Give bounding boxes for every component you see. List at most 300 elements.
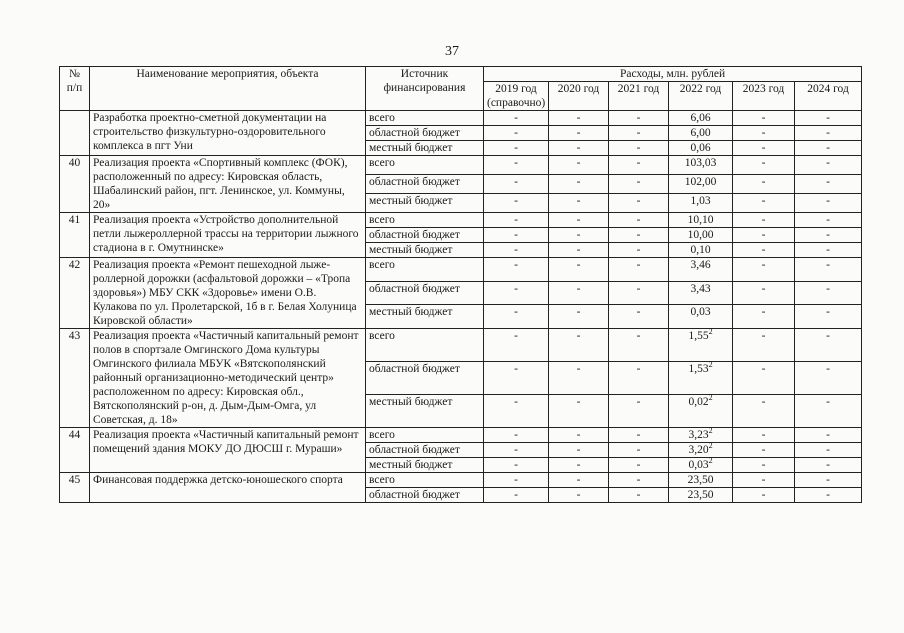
- header-year: [549, 82, 609, 111]
- header-year: [733, 82, 795, 111]
- event-name: Реализация проекта «Частичный капитальный ремонт помещений здания МОКУ ДО ДЮСШ г. Мураши»: [90, 428, 366, 473]
- expense-amount: -: [576, 282, 581, 295]
- expense-value: [669, 111, 733, 126]
- expense-value: [733, 473, 795, 488]
- expense-amount: -: [636, 259, 641, 271]
- expense-amount: -: [636, 429, 641, 441]
- expense-value: [669, 443, 733, 458]
- expense-value: [549, 428, 609, 443]
- expense-amount: -: [514, 396, 518, 408]
- expense-amount: -: [514, 489, 518, 501]
- expense-amount: -: [576, 306, 581, 319]
- expense-amount: -: [761, 396, 766, 408]
- expense-value: [733, 258, 795, 282]
- header-num-text: № п/п: [66, 68, 83, 94]
- expense-value: [484, 141, 549, 156]
- expense-value: [609, 213, 669, 228]
- expense-value: [795, 281, 862, 305]
- expense-value: [669, 305, 733, 329]
- expense-amount: -: [514, 429, 518, 441]
- expense-amount: -: [636, 244, 641, 256]
- expense-amount: -: [576, 176, 581, 188]
- expense-value: [733, 213, 795, 228]
- expense-value: [733, 141, 795, 156]
- expense-value: [609, 395, 669, 428]
- expense-amount: -: [576, 489, 581, 501]
- expense-value: [484, 362, 549, 395]
- expense-value: [795, 458, 862, 473]
- expense-amount: -: [826, 127, 830, 139]
- expense-value: [609, 428, 669, 443]
- expense-value: [609, 141, 669, 156]
- expense-value: [795, 473, 862, 488]
- expense-amount: -: [576, 363, 581, 375]
- header-year-text: 2021 год: [617, 83, 660, 95]
- expense-amount: -: [576, 444, 581, 456]
- expense-value: [484, 305, 549, 329]
- table-row: [60, 428, 862, 443]
- footnote-mark: 2: [708, 327, 713, 337]
- header-year: [484, 82, 549, 111]
- expense-value: [795, 329, 862, 362]
- expense-amount: -: [761, 330, 766, 342]
- expense-amount: -: [636, 214, 641, 226]
- expense-value: [549, 141, 609, 156]
- header-source: [366, 67, 484, 111]
- expense-amount: -: [761, 459, 766, 471]
- expense-amount: -: [761, 142, 766, 154]
- expense-amount: 3,20: [688, 444, 709, 456]
- expense-value: [669, 428, 733, 443]
- expense-amount: -: [826, 429, 830, 441]
- expense-amount: -: [826, 112, 830, 124]
- expense-value: [733, 488, 795, 503]
- expense-value: [669, 126, 733, 141]
- expense-value: [549, 362, 609, 395]
- expense-value: [795, 305, 862, 329]
- expense-value: [549, 488, 609, 503]
- expense-amount: -: [576, 474, 581, 486]
- expense-amount: -: [514, 282, 518, 295]
- expense-value: [795, 111, 862, 126]
- expense-value: [549, 228, 609, 243]
- expense-value: [484, 443, 549, 458]
- expense-amount: 0,03: [688, 459, 709, 471]
- expense-amount: 0,10: [690, 244, 711, 256]
- footnote-mark: 2: [708, 441, 713, 451]
- funding-source: местный бюджет: [366, 395, 484, 428]
- expense-amount: 0,06: [690, 142, 711, 154]
- expense-amount: -: [761, 195, 766, 207]
- expense-value: [609, 443, 669, 458]
- expense-amount: -: [514, 127, 518, 139]
- expense-value: [549, 243, 609, 258]
- expense-amount: -: [761, 306, 766, 319]
- expense-value: [733, 281, 795, 305]
- expense-amount: -: [636, 396, 641, 408]
- budget-table: [59, 66, 862, 503]
- expense-value: [733, 175, 795, 194]
- expense-value: [484, 194, 549, 213]
- expense-amount: 6,06: [690, 112, 711, 124]
- expense-value: [609, 126, 669, 141]
- expense-value: [549, 305, 609, 329]
- expense-value: [669, 228, 733, 243]
- expense-value: [669, 258, 733, 282]
- funding-source: местный бюджет: [366, 194, 484, 213]
- expense-value: [669, 281, 733, 305]
- expense-value: [549, 213, 609, 228]
- expense-value: [733, 305, 795, 329]
- expense-value: [609, 258, 669, 282]
- expense-amount: -: [514, 330, 518, 342]
- row-number: 40: [60, 156, 90, 213]
- expense-amount: -: [826, 229, 830, 241]
- expense-value: [549, 458, 609, 473]
- expense-value: [669, 175, 733, 194]
- expense-value: [484, 473, 549, 488]
- expense-value: [733, 458, 795, 473]
- expense-amount: 3,46: [690, 259, 711, 271]
- expense-amount: -: [636, 363, 641, 375]
- expense-value: [733, 228, 795, 243]
- row-number: 42: [60, 258, 90, 329]
- expense-amount: -: [576, 214, 581, 226]
- expense-amount: 3,43: [690, 282, 711, 295]
- header-year: [795, 82, 862, 111]
- expense-value: [484, 156, 549, 175]
- expense-amount: -: [636, 474, 641, 486]
- expense-value: [733, 443, 795, 458]
- expense-amount: -: [761, 176, 766, 188]
- page-number: 37: [445, 44, 459, 59]
- expense-value: [609, 281, 669, 305]
- expense-amount: -: [826, 474, 830, 486]
- expense-amount: -: [826, 459, 830, 471]
- expense-amount: -: [514, 244, 518, 256]
- expense-value: [733, 329, 795, 362]
- expense-value: [549, 329, 609, 362]
- expense-amount: 102,00: [684, 176, 717, 188]
- expense-amount: -: [761, 363, 766, 375]
- expense-value: [795, 395, 862, 428]
- expense-value: [733, 126, 795, 141]
- row-number: 43: [60, 329, 90, 428]
- expense-amount: -: [636, 127, 641, 139]
- footnote-mark: 2: [708, 360, 713, 370]
- expense-amount: 3,23: [688, 429, 709, 441]
- expense-amount: -: [576, 195, 581, 207]
- expense-value: [795, 213, 862, 228]
- expense-value: [549, 281, 609, 305]
- funding-source: областной бюджет: [366, 488, 484, 503]
- expense-amount: -: [826, 214, 830, 226]
- funding-source: местный бюджет: [366, 305, 484, 329]
- expense-amount: -: [576, 112, 581, 124]
- expense-value: [484, 395, 549, 428]
- expense-amount: -: [636, 444, 641, 456]
- expense-value: [484, 228, 549, 243]
- expense-value: [484, 243, 549, 258]
- expense-amount: 6,00: [690, 127, 711, 139]
- expense-value: [609, 228, 669, 243]
- expense-value: [733, 111, 795, 126]
- funding-source: областной бюджет: [366, 126, 484, 141]
- header-name: [90, 67, 366, 111]
- expense-value: [549, 473, 609, 488]
- expense-value: [549, 175, 609, 194]
- expense-value: [795, 126, 862, 141]
- expense-amount: -: [761, 429, 766, 441]
- expense-value: [795, 243, 862, 258]
- expense-amount: -: [576, 157, 581, 169]
- expense-value: [484, 488, 549, 503]
- funding-source: всего: [366, 156, 484, 175]
- funding-source: местный бюджет: [366, 243, 484, 258]
- expense-amount: -: [761, 244, 766, 256]
- expense-value: [669, 243, 733, 258]
- expense-value: [733, 194, 795, 213]
- expense-value: [484, 213, 549, 228]
- expense-amount: -: [514, 176, 518, 188]
- expense-amount: -: [576, 429, 581, 441]
- expense-amount: -: [514, 459, 518, 471]
- funding-source: областной бюджет: [366, 443, 484, 458]
- expense-amount: -: [826, 306, 830, 319]
- expense-value: [484, 329, 549, 362]
- expense-amount: -: [636, 282, 641, 295]
- header-num: [60, 67, 90, 111]
- footnote-mark: 2: [708, 456, 713, 466]
- expense-value: [669, 473, 733, 488]
- expense-value: [795, 156, 862, 175]
- expense-amount: -: [514, 259, 518, 271]
- expense-value: [549, 156, 609, 175]
- header-year: [669, 82, 733, 111]
- expense-value: [795, 175, 862, 194]
- expense-amount: -: [761, 127, 766, 139]
- funding-source: местный бюджет: [366, 458, 484, 473]
- expense-amount: -: [514, 229, 518, 241]
- expense-value: [669, 156, 733, 175]
- expense-amount: -: [576, 127, 581, 139]
- expense-amount: -: [826, 330, 830, 342]
- expense-value: [609, 243, 669, 258]
- header-expenses-text: Расходы, млн. рублей: [619, 68, 726, 80]
- row-number: 44: [60, 428, 90, 473]
- expense-value: [549, 126, 609, 141]
- expense-amount: -: [576, 229, 581, 241]
- expense-value: [609, 194, 669, 213]
- funding-source: всего: [366, 473, 484, 488]
- expense-amount: -: [514, 112, 518, 124]
- expense-amount: -: [576, 142, 581, 154]
- expense-amount: -: [826, 142, 830, 154]
- expense-amount: -: [576, 396, 581, 408]
- expense-amount: -: [636, 330, 641, 342]
- expense-value: [733, 156, 795, 175]
- header-year-text: 2019 год (справочно): [487, 83, 546, 109]
- funding-source: всего: [366, 111, 484, 126]
- table-row: [60, 156, 862, 175]
- expense-amount: 23,50: [687, 489, 714, 501]
- table-body: [60, 111, 862, 503]
- row-number: 45: [60, 473, 90, 503]
- expense-value: [733, 243, 795, 258]
- header-year-text: 2023 год: [742, 83, 785, 95]
- expense-value: [549, 443, 609, 458]
- expense-amount: -: [761, 157, 766, 169]
- expense-value: [795, 258, 862, 282]
- footnote-mark: 2: [708, 426, 713, 436]
- expense-amount: -: [761, 229, 766, 241]
- expense-value: [549, 395, 609, 428]
- expense-amount: -: [761, 259, 766, 271]
- row-number: [60, 111, 90, 156]
- expense-value: [733, 362, 795, 395]
- funding-source: всего: [366, 213, 484, 228]
- expense-amount: -: [761, 282, 766, 295]
- expense-amount: -: [826, 489, 830, 501]
- expense-amount: -: [761, 214, 766, 226]
- table-row: [60, 213, 862, 228]
- expense-value: [484, 458, 549, 473]
- expense-value: [795, 228, 862, 243]
- event-name: Реализация проекта «Ремонт пешеходной лыже-роллерной дорожки (асфальтовой дорожки – «Тропа здоровья») МБУ СКК «Здоровье» имени О.В. Кулакова по ул. Пролетарской, 1б в г. Белая Холуница Кировской области»: [90, 258, 366, 329]
- header-year-text: 2024 год: [807, 83, 849, 95]
- expense-amount: -: [576, 259, 581, 271]
- expense-value: [733, 428, 795, 443]
- expense-amount: -: [636, 157, 641, 169]
- expense-amount: -: [514, 474, 518, 486]
- funding-source: всего: [366, 329, 484, 362]
- expense-amount: 0,02: [688, 396, 709, 408]
- expense-value: [733, 395, 795, 428]
- expense-amount: -: [636, 176, 641, 188]
- event-name: Разработка проектно-сметной документации на строительство физкультурно-оздоровительного комплекса в пгт Уни: [90, 111, 366, 156]
- expense-amount: 1,53: [688, 363, 709, 375]
- expense-value: [549, 258, 609, 282]
- expense-amount: -: [514, 142, 518, 154]
- expense-value: [609, 305, 669, 329]
- expense-amount: -: [761, 489, 766, 501]
- event-name: Финансовая поддержка детско-юношеского спорта: [90, 473, 366, 503]
- funding-source: областной бюджет: [366, 362, 484, 395]
- expense-amount: -: [514, 306, 518, 319]
- table-row: [60, 329, 862, 362]
- expense-value: [484, 175, 549, 194]
- expense-value: [609, 473, 669, 488]
- expense-value: [669, 362, 733, 395]
- expense-amount: -: [514, 195, 518, 207]
- event-name: Реализация проекта «Частичный капитальный ремонт полов в спортзале Омгинского Дома культуры Омгинского филиала МБУК «Вятскополянский районный организационно-методический центр» расположенном по адресу: Кировская обл., Вятскополянский р-он, д. Дым-Дым-Омга, ул Советская, д. 18»: [90, 329, 366, 428]
- expense-amount: -: [826, 157, 830, 169]
- expense-value: [609, 111, 669, 126]
- expense-amount: -: [761, 444, 766, 456]
- expense-amount: -: [636, 142, 641, 154]
- funding-source: областной бюджет: [366, 228, 484, 243]
- expense-value: [795, 362, 862, 395]
- expense-amount: -: [576, 459, 581, 471]
- expense-amount: -: [576, 330, 581, 342]
- expense-value: [609, 362, 669, 395]
- funding-source: местный бюджет: [366, 141, 484, 156]
- expense-amount: -: [636, 459, 641, 471]
- expense-value: [609, 458, 669, 473]
- header-expenses: [484, 67, 862, 82]
- expense-value: [484, 258, 549, 282]
- expense-amount: -: [826, 444, 830, 456]
- expense-value: [609, 175, 669, 194]
- expense-value: [484, 428, 549, 443]
- table-row: [60, 473, 862, 488]
- funding-source: всего: [366, 258, 484, 282]
- expense-amount: -: [826, 176, 830, 188]
- expense-value: [795, 194, 862, 213]
- expense-value: [669, 213, 733, 228]
- expense-amount: 103,03: [684, 157, 717, 169]
- expense-amount: -: [636, 306, 641, 319]
- row-number: 41: [60, 213, 90, 258]
- expense-value: [484, 126, 549, 141]
- expense-value: [484, 111, 549, 126]
- expense-value: [669, 395, 733, 428]
- expense-amount: 10,10: [687, 214, 714, 226]
- expense-value: [669, 329, 733, 362]
- expense-amount: -: [826, 282, 830, 295]
- expense-value: [669, 488, 733, 503]
- header-source-text: Источник финансирования: [383, 68, 466, 94]
- footnote-mark: 2: [708, 393, 713, 403]
- header-year-text: 2020 год: [557, 83, 600, 95]
- expense-value: [669, 194, 733, 213]
- expense-amount: -: [761, 474, 766, 486]
- expense-amount: 0,03: [690, 306, 711, 319]
- expense-amount: -: [636, 229, 641, 241]
- expense-value: [795, 141, 862, 156]
- expense-amount: -: [761, 112, 766, 124]
- header-name-text: Наименование мероприятия, объекта: [136, 68, 319, 80]
- expense-amount: -: [826, 244, 830, 256]
- header-year-text: 2022 год: [679, 83, 722, 95]
- expense-amount: -: [826, 259, 830, 271]
- expense-amount: -: [636, 195, 641, 207]
- expense-amount: -: [514, 214, 518, 226]
- expense-value: [609, 329, 669, 362]
- expense-value: [669, 458, 733, 473]
- funding-source: областной бюджет: [366, 175, 484, 194]
- expense-amount: -: [826, 195, 830, 207]
- expense-value: [484, 281, 549, 305]
- expense-value: [609, 488, 669, 503]
- event-name: Реализация проекта «Устройство дополнительной петли лыжероллерной трассы на территории лыжного стадиона в г. Омутнинске»: [90, 213, 366, 258]
- table-row: [60, 111, 862, 126]
- expense-amount: 1,03: [690, 195, 711, 207]
- funding-source: всего: [366, 428, 484, 443]
- expense-value: [795, 443, 862, 458]
- event-name: Реализация проекта «Спортивный комплекс (ФОК), расположенный по адресу: Кировская область, Шабалинский район, пгт. Ленинское, ул. Коммуны, 20»: [90, 156, 366, 213]
- expense-value: [795, 428, 862, 443]
- expense-amount: -: [636, 112, 641, 124]
- expense-amount: -: [514, 157, 518, 169]
- expense-value: [669, 141, 733, 156]
- expense-value: [795, 488, 862, 503]
- expense-amount: -: [576, 244, 581, 256]
- header-year: [609, 82, 669, 111]
- expense-amount: -: [826, 396, 830, 408]
- expense-amount: -: [826, 363, 830, 375]
- expense-amount: 23,50: [687, 474, 714, 486]
